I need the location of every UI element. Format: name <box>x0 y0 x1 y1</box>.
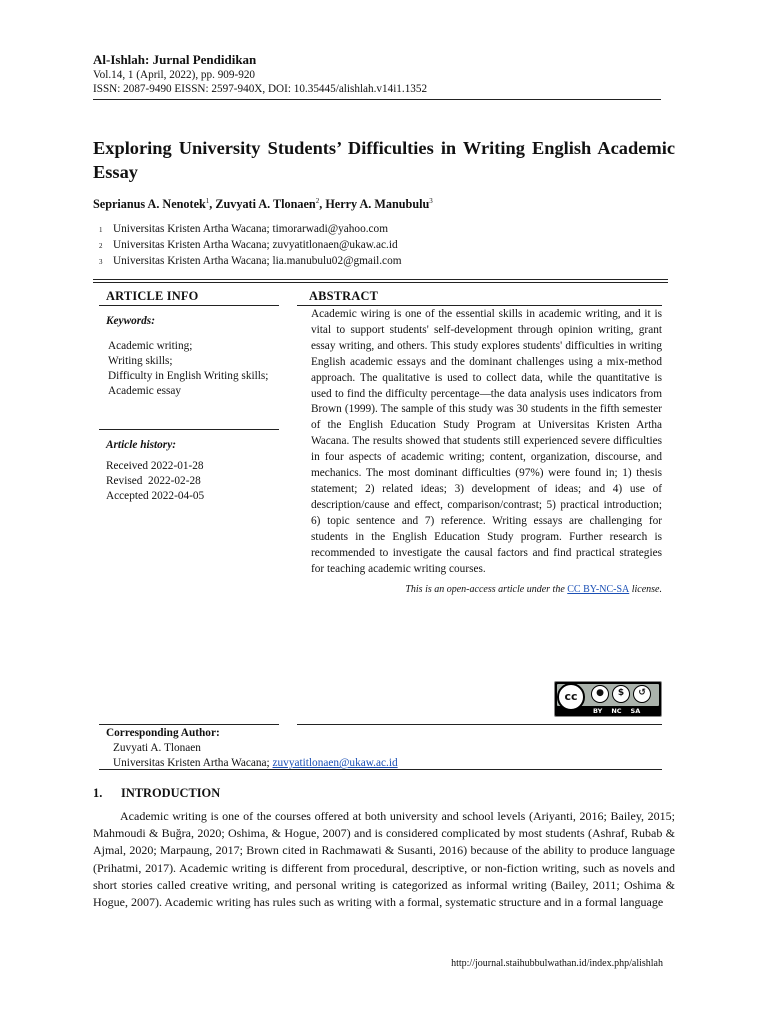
history-item: Received 2022-01-28 <box>106 460 204 472</box>
affiliation-item <box>99 238 402 254</box>
keyword-item: Academic writing; <box>108 340 193 352</box>
abstract-heading: ABSTRACT <box>297 289 662 306</box>
affiliation-list <box>99 222 402 270</box>
affiliation-number: 1 <box>99 226 103 234</box>
corresponding-label: Corresponding Author: <box>106 727 220 739</box>
history-item: Accepted 2022-04-05 <box>106 490 205 502</box>
journal-header <box>93 52 661 100</box>
abstract-text: Academic wiring is one of the essential skills in academic writing, and it is vital to support students' self-development through opinion writing, grant essay writing, and others. This study explores students' difficulties in writing English academic essays and the dominant challenges using a mix-method approach. The qualitative is used to collect data, while the quantitative is used to find the difficulty percentage—the data analysis uses indicators from Brown (1999). The sample of this study was 30 students in the fifth semester of the English Education Study Program at Universitas Kristen Artha Wacana. The results showed that students still experienced severe difficulties in four aspects of academic writing; content, organization, discourse, and mechanics. The most dominant difficulties (97%) were found in; 1) thesis statement; 2) related ideas; 3) development of ideas; and 4) use of description/cause and effect, comparison/contrast; 5) practical introduction; 6) topic sentence and 7) reference. Writing essays are challenging for students in the English Education Study program. Further research is recommended to investigate the causal factors and find practical strategies for teaching academic writing courses. <box>311 308 662 575</box>
author-list: Seprianus A. Nenotek$^1$, Zuvyati A. Tlonaen$^2$, Herry A. Manubulu$^3$ <box>93 197 433 212</box>
author-sup: 3 <box>429 197 433 205</box>
history-label: Article history: <box>106 439 176 451</box>
journal-volume: Vol.14, 1 (April, 2022), pp. 909-920 <box>93 69 256 81</box>
license-link[interactable]: CC BY-NC-SA <box>567 584 630 596</box>
intro-title: INTRODUCTION <box>121 786 221 800</box>
article-info-column <box>99 289 279 504</box>
cc-icon-row <box>591 685 651 703</box>
affiliation-item <box>99 222 402 238</box>
affiliation-text: Universitas Kristen Artha Wacana; zuvyatitlonaen@ukaw.ac.id <box>113 239 398 251</box>
info-bottom-divider <box>99 769 662 770</box>
keywords-label: Keywords: <box>106 315 155 327</box>
intro-heading <box>93 786 220 801</box>
noncommercial-icon: $ <box>612 685 630 703</box>
author-sup: 2 <box>315 197 320 205</box>
author-name: Seprianus A. Nenotek <box>93 197 206 212</box>
intro-paragraph: Academic writing is one of the courses offered at both university and school levels (Ariyanti, 2016; Bailey, 2015; Mahmoudi & Buğra, 2020; Oshima, & Hogue, 2007) and is considered complicated by most students (Ashraf, Rubab & Ajmal, 2020; Marpaung, 2017; Brown cited in Rachmawati & Susanti, 2016) because of the ability to produce language (Prihatmi, 2017). Academic writing is different from procedural, descriptive, or non-fiction writing, such as novels and short stories called creative writing, and personal writing is categorized as informal writing (Bailey, 2011; Oshima & Hogue, 2007). Academic writing has rules such as writing with a formal, systematic structure and in a formal language <box>93 809 675 910</box>
affiliation-text: Universitas Kristen Artha Wacana; lia.manubulu02@gmail.com <box>113 255 402 267</box>
keyword-list <box>99 339 275 399</box>
history-item: Revised 2022-02-28 <box>106 475 201 487</box>
author-name: Herry A. Manubulu <box>325 197 430 212</box>
keyword-item: Academic essay <box>108 385 182 397</box>
affiliation-item <box>99 254 402 270</box>
corr-divider-left <box>99 724 279 725</box>
keyword-item: Writing skills; <box>108 355 173 367</box>
abstract-column <box>297 289 662 595</box>
cc-label: NC <box>611 707 622 715</box>
paper-title: Exploring University Students’ Difficulties in Writing English Academic Essay <box>93 138 675 182</box>
keyword-item: Difficulty in English Writing skills; <box>108 370 269 382</box>
affiliation-number: 2 <box>99 242 103 250</box>
footer-url[interactable]: http://journal.staihubbulwathan.id/index.php/alishlah <box>451 958 663 969</box>
info-divider <box>99 429 279 430</box>
corr-divider-right <box>297 724 662 725</box>
person-icon: ● <box>591 685 609 703</box>
history-list <box>99 459 279 504</box>
intro-number: 1. <box>93 786 103 800</box>
section-divider <box>93 279 668 283</box>
journal-issn: ISSN: 2087-9490 EISSN: 2597-940X, DOI: 10.35445/alishlah.v14i1.1352 <box>93 83 428 95</box>
corresponding-author <box>106 726 398 771</box>
corresponding-affil-text: Universitas Kristen Artha Wacana; <box>113 757 270 769</box>
cc-logo-icon: cc <box>557 683 585 711</box>
cc-label-row <box>593 707 640 715</box>
sharealike-icon: ↺ <box>633 685 651 703</box>
license-suffix: license. <box>631 584 662 596</box>
corresponding-name: Zuvyati A. Tlonaen <box>113 742 201 754</box>
license-prefix: This is an open-access article under the <box>405 584 565 596</box>
article-info-heading: ARTICLE INFO <box>99 289 279 306</box>
cc-label: SA <box>630 707 641 715</box>
cc-label: BY <box>593 707 603 715</box>
cc-license-badge[interactable] <box>554 681 662 717</box>
license-line <box>297 584 662 595</box>
author-name: Zuvyati A. Tlonaen <box>215 197 316 212</box>
corresponding-email-link[interactable]: zuvyatitlonaen@ukaw.ac.id <box>272 757 398 769</box>
author-sup: 1 <box>205 197 210 205</box>
affiliation-number: 3 <box>99 258 103 266</box>
journal-name: Al-Ishlah: Jurnal Pendidikan <box>93 52 257 67</box>
affiliation-text: Universitas Kristen Artha Wacana; timorarwadi@yahoo.com <box>113 223 388 235</box>
